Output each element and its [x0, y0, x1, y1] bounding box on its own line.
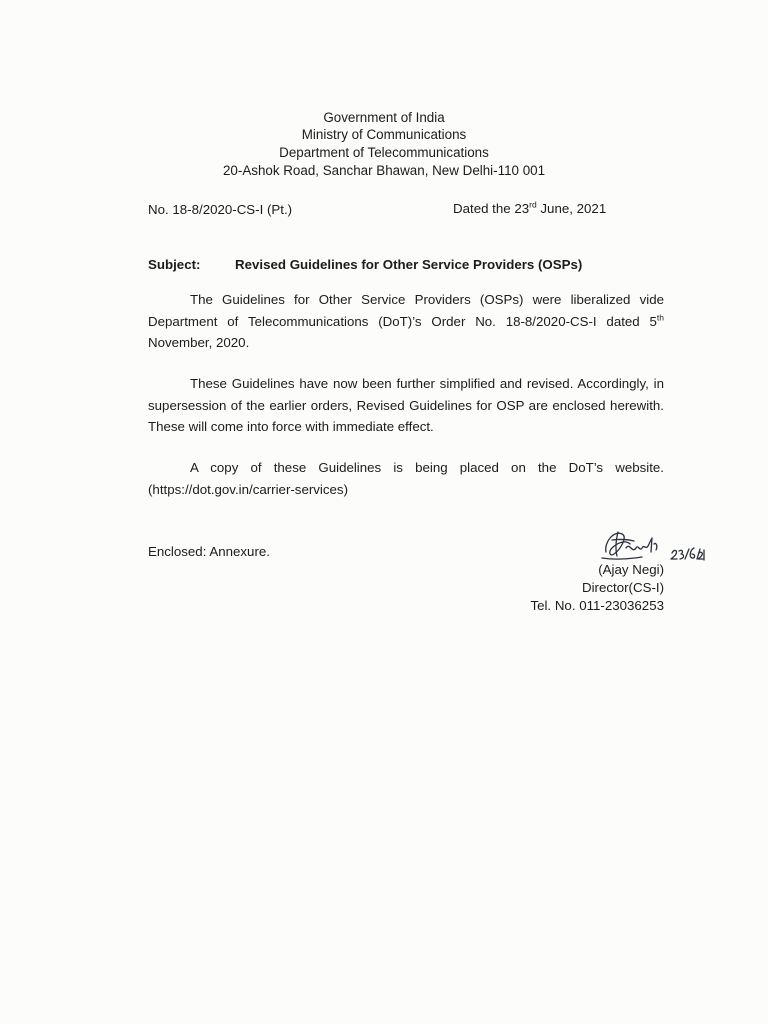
paragraph-2 — [148, 373, 664, 438]
reference-date — [453, 200, 606, 217]
header-address: 20-Ashok Road, Sanchar Bhawan, New Delhi-110 001 — [222, 163, 546, 178]
paragraph-1 — [148, 289, 664, 354]
reference-number: No. 18-8/2020-CS-I (Pt.) — [148, 202, 293, 217]
subject-text: Revised Guidelines for Other Service Providers (OSPs) — [235, 257, 583, 272]
date-suffix: June, 2021 — [536, 201, 607, 216]
date-prefix: Dated the 23 — [453, 201, 530, 216]
paragraph-1-line-3: November, 2020. — [148, 335, 250, 350]
header-government: Government of India — [323, 110, 445, 125]
enclosure-note: Enclosed: Annexure. — [148, 544, 270, 559]
header-department: Department of Telecommunications — [279, 145, 489, 160]
paragraph-2-line-3: These will come into force with immediate effect. — [148, 419, 434, 434]
paragraph-1-line-2-text: Department of Telecommunications (DoT)’s Order No. 18-8/2020-CS-I dated 5 — [148, 313, 657, 329]
signatory-telephone: Tel. No. 011-23036253 — [530, 598, 664, 613]
paragraph-1-line-2 — [148, 311, 664, 333]
signatory-designation: Director(CS-I) — [582, 580, 664, 595]
paragraph-1-line-1: The Guidelines for Other Service Providers (OSPs) were liberalized vide — [190, 292, 664, 307]
paragraph-2-line-2: supersession of the earlier orders, Revised Guidelines for OSP are enclosed herewith. — [148, 397, 664, 413]
paragraph-3 — [148, 457, 664, 500]
paragraph-2-line-1: These Guidelines have now been further simplified and revised. Accordingly, in — [190, 376, 664, 391]
header-ministry: Ministry of Communications — [301, 127, 467, 142]
subject-label: Subject: — [148, 257, 201, 272]
paragraph-3-line-2: (https://dot.gov.in/carrier-services) — [148, 481, 349, 497]
signatory-name: (Ajay Negi) — [598, 562, 664, 577]
paragraph-1-superscript: th — [656, 312, 664, 323]
paragraph-3-line-1: A copy of these Guidelines is being placed on the DoT’s website. — [190, 460, 664, 475]
date-superscript: rd — [529, 199, 537, 210]
